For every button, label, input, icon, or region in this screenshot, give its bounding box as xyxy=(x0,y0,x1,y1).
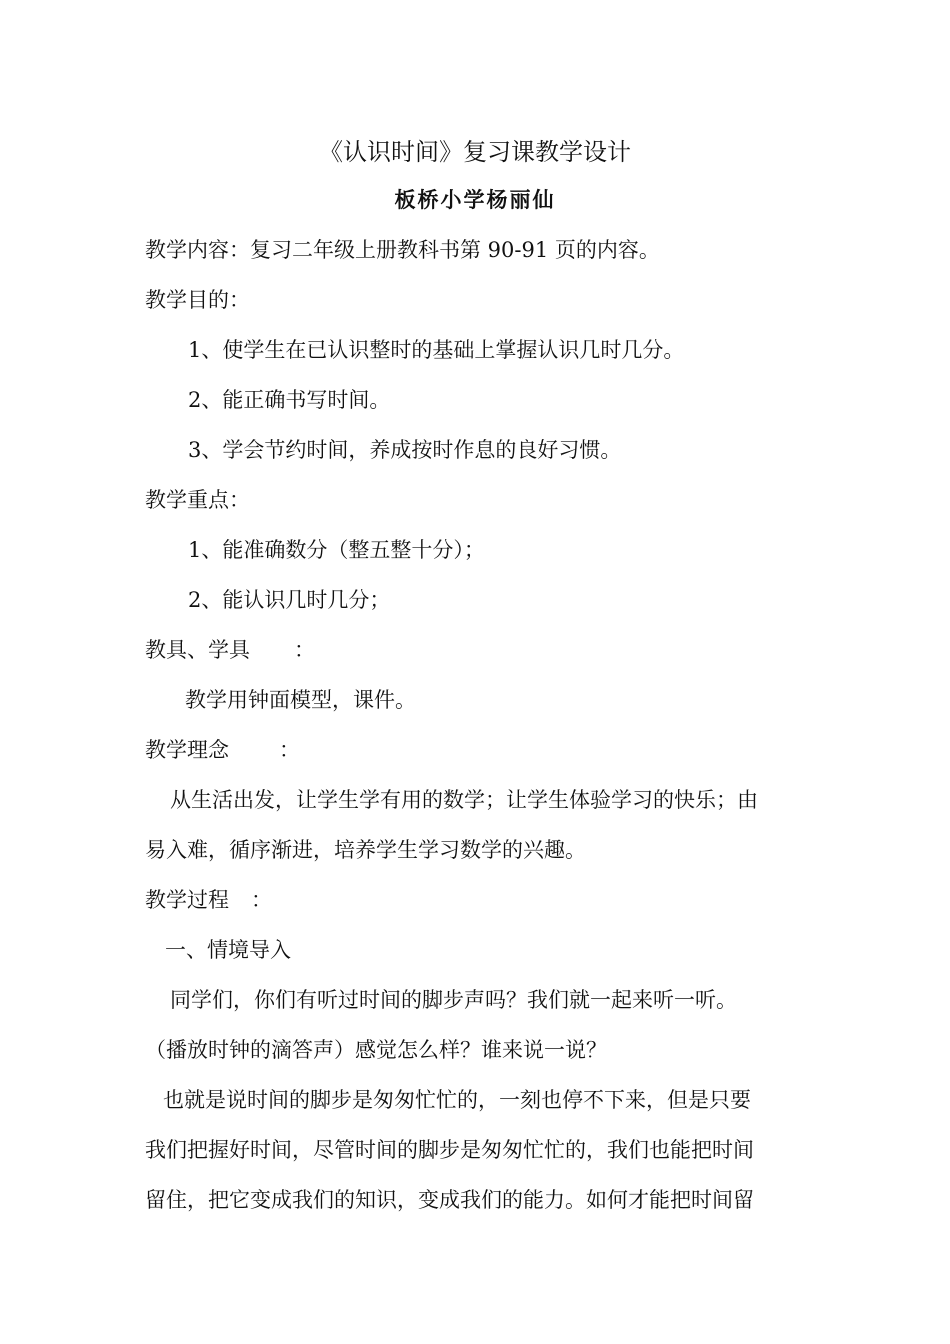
process-line: （播放时钟的滴答声）感觉怎么样？谁来说一说？ xyxy=(145,1038,607,1062)
idea-heading xyxy=(145,735,300,765)
idea-heading-label: 教学理念 xyxy=(145,738,229,762)
process-line: 留住，把它变成我们的知识，变成我们的能力。如何才能把时间留 xyxy=(145,1188,754,1212)
idea-line: 易入难，循序渐进，培养学生学习数学的兴趣。 xyxy=(145,838,586,862)
process-line: 我们把握好时间，尽管时间的脚步是匆匆忙忙的，我们也能把时间 xyxy=(145,1138,754,1162)
document-title: 《认识时间》复习课教学设计 xyxy=(319,138,631,166)
goal-item: 2、能正确书写时间。 xyxy=(188,388,391,412)
idea-line: 从生活出发，让学生学有用的数学；让学生体验学习的快乐；由 xyxy=(170,788,758,812)
teaching-content: 教学内容：复习二年级上册教科书第 90-91 页的内容。 xyxy=(145,238,660,262)
process-heading-colon: ： xyxy=(251,888,272,912)
tools-heading-colon: ： xyxy=(294,638,315,662)
process-heading-label: 教学过程 xyxy=(145,888,229,912)
process-line: 同学们，你们有听过时间的脚步声吗？我们就一起来听一听。 xyxy=(170,988,737,1012)
tools-text: 教学用钟面模型，课件。 xyxy=(185,688,416,712)
key-point-item: 2、能认识几时几分； xyxy=(188,588,391,612)
goals-heading: 教学目的： xyxy=(145,288,250,312)
key-points-heading: 教学重点： xyxy=(145,488,250,512)
tools-heading-label: 教具、学具 xyxy=(145,638,250,662)
process-line: 也就是说时间的脚步是匆匆忙忙的，一刻也停不下来，但是只要 xyxy=(163,1088,751,1112)
process-heading xyxy=(145,885,272,915)
goal-item: 3、学会节约时间，养成按时作息的良好习惯。 xyxy=(188,438,622,462)
section-heading: 一、情境导入 xyxy=(165,938,291,962)
key-point-item: 1、能准确数分（整五整十分）； xyxy=(188,538,485,562)
tools-heading xyxy=(145,635,315,665)
document-author: 板桥小学杨丽仙 xyxy=(394,187,556,212)
idea-heading-colon: ： xyxy=(279,738,300,762)
goal-item: 1、使学生在已认识整时的基础上掌握认识几时几分。 xyxy=(188,338,685,362)
